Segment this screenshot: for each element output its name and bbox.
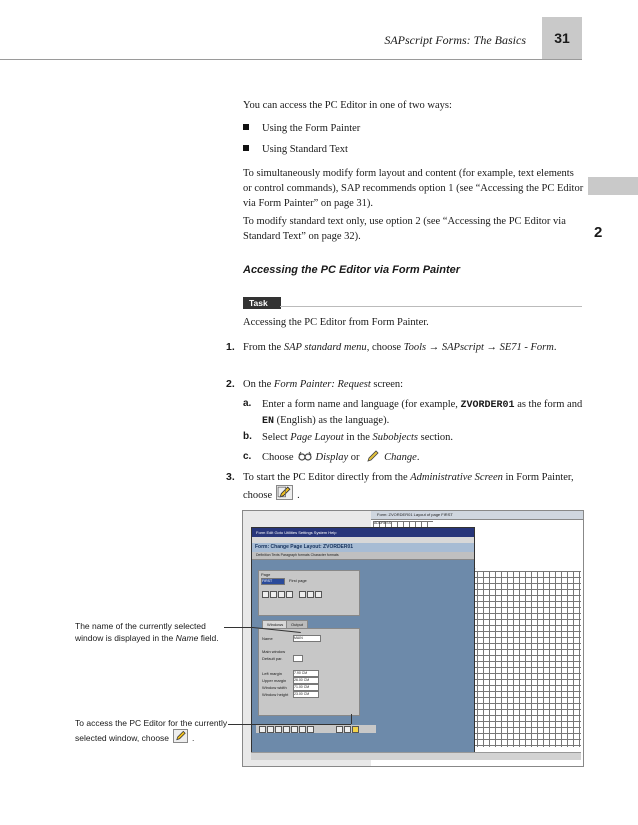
display-label: Display — [315, 452, 349, 463]
screen-name: Form Painter: Request — [273, 379, 371, 390]
window-height-value: 23.00 CM — [294, 692, 310, 696]
page-value: FIRST — [262, 579, 273, 583]
page-panel — [258, 570, 360, 616]
language-code: EN — [262, 416, 275, 427]
name-label: Name — [262, 636, 273, 641]
page-label: Page — [261, 572, 271, 577]
left-margin-label: Left margin — [262, 671, 283, 676]
upper-margin-field[interactable] — [293, 677, 319, 684]
grid-window-main — [465, 571, 581, 747]
dialog-title: Form: Change Page Layout: ZVORDER01 — [252, 543, 474, 552]
tab-output[interactable]: Output — [286, 620, 308, 629]
bullet-item — [243, 121, 360, 136]
step-number: 2. — [226, 378, 235, 390]
callout-name-field — [75, 620, 219, 644]
pc-editor-icon — [173, 729, 188, 743]
window-label-address: ADDRESS — [374, 521, 391, 525]
tab-windows[interactable]: Windows — [262, 620, 288, 629]
menu-bar[interactable]: Form Edit Goto Utilities Settings System Help — [256, 530, 337, 535]
field-name: Name — [175, 633, 199, 643]
toolbar-button[interactable] — [259, 726, 266, 733]
toolbar-button[interactable] — [270, 591, 277, 598]
task-description: Accessing the PC Editor from Form Painter. — [243, 317, 429, 328]
toolbar-button[interactable] — [275, 726, 282, 733]
step-2-text — [243, 377, 585, 392]
window-height-label: Window height — [262, 692, 289, 697]
text: in Form Painter, choose — [243, 472, 574, 501]
dialog-titlebar — [252, 528, 474, 537]
text: . — [297, 490, 300, 501]
intro-paragraph: You can access the PC Editor in one of two ways: — [243, 100, 452, 111]
paragraph-option2: To modify standard text only, use option 2 (see “Accessing the PC Editor via Standard Text” on page 32). — [243, 216, 566, 242]
callout-text-line — [75, 729, 227, 744]
text: . — [416, 452, 420, 463]
status-bar — [251, 752, 581, 760]
toolbar-button[interactable] — [344, 726, 351, 733]
toolbar-button[interactable] — [307, 591, 314, 598]
callout-text: To access the PC Editor for the currently — [75, 718, 228, 728]
menu-path: Tools → SAPscript → SE71 - Form — [403, 342, 554, 353]
name-field[interactable] — [293, 635, 321, 642]
left-margin-field[interactable] — [293, 670, 319, 677]
text: To start the PC Editor directly from the — [243, 472, 411, 483]
text: as the form and — [514, 399, 583, 410]
task-badge: Task — [243, 297, 281, 309]
change-label: Change — [384, 452, 417, 463]
default-par-field[interactable] — [293, 655, 303, 662]
layout-titlebar — [371, 511, 583, 520]
text: Select — [262, 432, 291, 443]
section-heading: Accessing the PC Editor via Form Painter — [243, 264, 461, 276]
text: Choose — [262, 452, 294, 463]
text: in the — [343, 432, 373, 443]
page-field[interactable] — [261, 578, 285, 585]
substep-c-text — [262, 450, 587, 465]
toolbar-button[interactable] — [299, 726, 306, 733]
toolbar-button[interactable] — [283, 726, 290, 733]
header-rule — [0, 59, 582, 60]
substep-a-text — [262, 397, 587, 429]
toolbar-commands[interactable]: Definition Texts Paragraph formats Character formats — [256, 553, 339, 557]
text: On the — [243, 379, 274, 390]
substep-b-text — [262, 430, 587, 445]
text: field. — [198, 633, 219, 643]
toolbar-button[interactable] — [286, 591, 293, 598]
toolbar-button[interactable] — [291, 726, 298, 733]
chapter-tab — [588, 177, 638, 195]
step-number: 3. — [226, 471, 235, 483]
toolbar-button[interactable] — [267, 726, 274, 733]
text: window is displayed in the — [75, 633, 176, 643]
callout-text-line — [75, 632, 219, 644]
substep-letter: c. — [243, 451, 252, 462]
substep-letter: a. — [243, 398, 252, 409]
bullet-text: Using Standard Text — [262, 144, 348, 155]
sap-screenshot — [242, 510, 584, 767]
text: screen: — [370, 379, 404, 390]
task-rule — [280, 306, 582, 307]
text: selected window, choose — [75, 733, 170, 743]
toolbar-button[interactable] — [299, 591, 306, 598]
screen-name: Administrative Screen — [410, 472, 503, 483]
text: . — [192, 733, 195, 743]
main-window-checkbox[interactable]: Main window — [262, 649, 286, 654]
toolbar-button[interactable] — [307, 726, 314, 733]
bullet-item — [243, 142, 348, 157]
default-par-label: Default par. — [262, 656, 283, 661]
form-name: ZVORDER01 — [460, 400, 515, 411]
page-description: First page — [289, 578, 307, 583]
chapter-number: 2 — [594, 224, 603, 241]
callout-leader — [228, 724, 351, 725]
text: (English) as the language). — [274, 415, 390, 426]
pc-editor-button[interactable] — [352, 726, 359, 733]
upper-margin-value: 26.00 CM — [294, 678, 310, 682]
toolbar-button[interactable] — [336, 726, 343, 733]
window-panel — [258, 628, 360, 716]
pencil-icon — [366, 450, 380, 462]
toolbar-button[interactable] — [262, 591, 269, 598]
window-toolbar — [256, 725, 376, 733]
callout-leader — [224, 627, 253, 628]
left-margin-value: 7.90 CM — [294, 671, 308, 675]
toolbar-button[interactable] — [278, 591, 285, 598]
name-value: MAIN — [294, 636, 303, 640]
step-1-text — [243, 340, 585, 355]
page-number: 31 — [542, 17, 582, 59]
window-height-field[interactable] — [293, 691, 319, 698]
menu-name: SAP standard menu — [283, 342, 367, 353]
bullet-icon — [243, 124, 249, 130]
step-3-text — [243, 470, 585, 503]
window-width-label: Window width — [262, 685, 287, 690]
glasses-icon — [298, 450, 312, 462]
bullet-icon — [243, 145, 249, 151]
layout-title: Form: ZVORDER01 Layout of page FIRST — [377, 512, 453, 517]
bullet-text: Using the Form Painter — [262, 123, 361, 134]
sap-dialog-window — [251, 527, 475, 753]
text: section. — [418, 432, 454, 443]
paragraph-option1: To simultaneously modify form layout and content (for example, text elements or control commands), SAP recommends option 1 (see “Accessing the PC Editor via Form Painter” on page 31). — [243, 168, 584, 209]
callout-leader — [351, 714, 352, 724]
substep-letter: b. — [243, 431, 252, 442]
upper-margin-label: Upper margin — [262, 678, 287, 683]
text: or — [348, 452, 363, 463]
step-number: 1. — [226, 341, 235, 353]
text: From the — [243, 342, 284, 353]
text: . — [553, 342, 557, 353]
window-width-field[interactable] — [293, 684, 319, 691]
app-toolbar — [252, 552, 474, 560]
running-header: SAPscript Forms: The Basics — [384, 33, 526, 47]
item-name: Page Layout — [290, 432, 344, 443]
pc-editor-icon — [276, 485, 293, 500]
text: Enter a form name and language (for example, — [262, 399, 461, 410]
window-width-value: 71.00 CM — [294, 685, 310, 689]
callout-text: The name of the currently selected — [75, 621, 206, 631]
section-name: Subobjects — [372, 432, 419, 443]
callout-pc-editor — [75, 717, 227, 744]
text: , choose — [366, 342, 404, 353]
toolbar-button[interactable] — [315, 591, 322, 598]
